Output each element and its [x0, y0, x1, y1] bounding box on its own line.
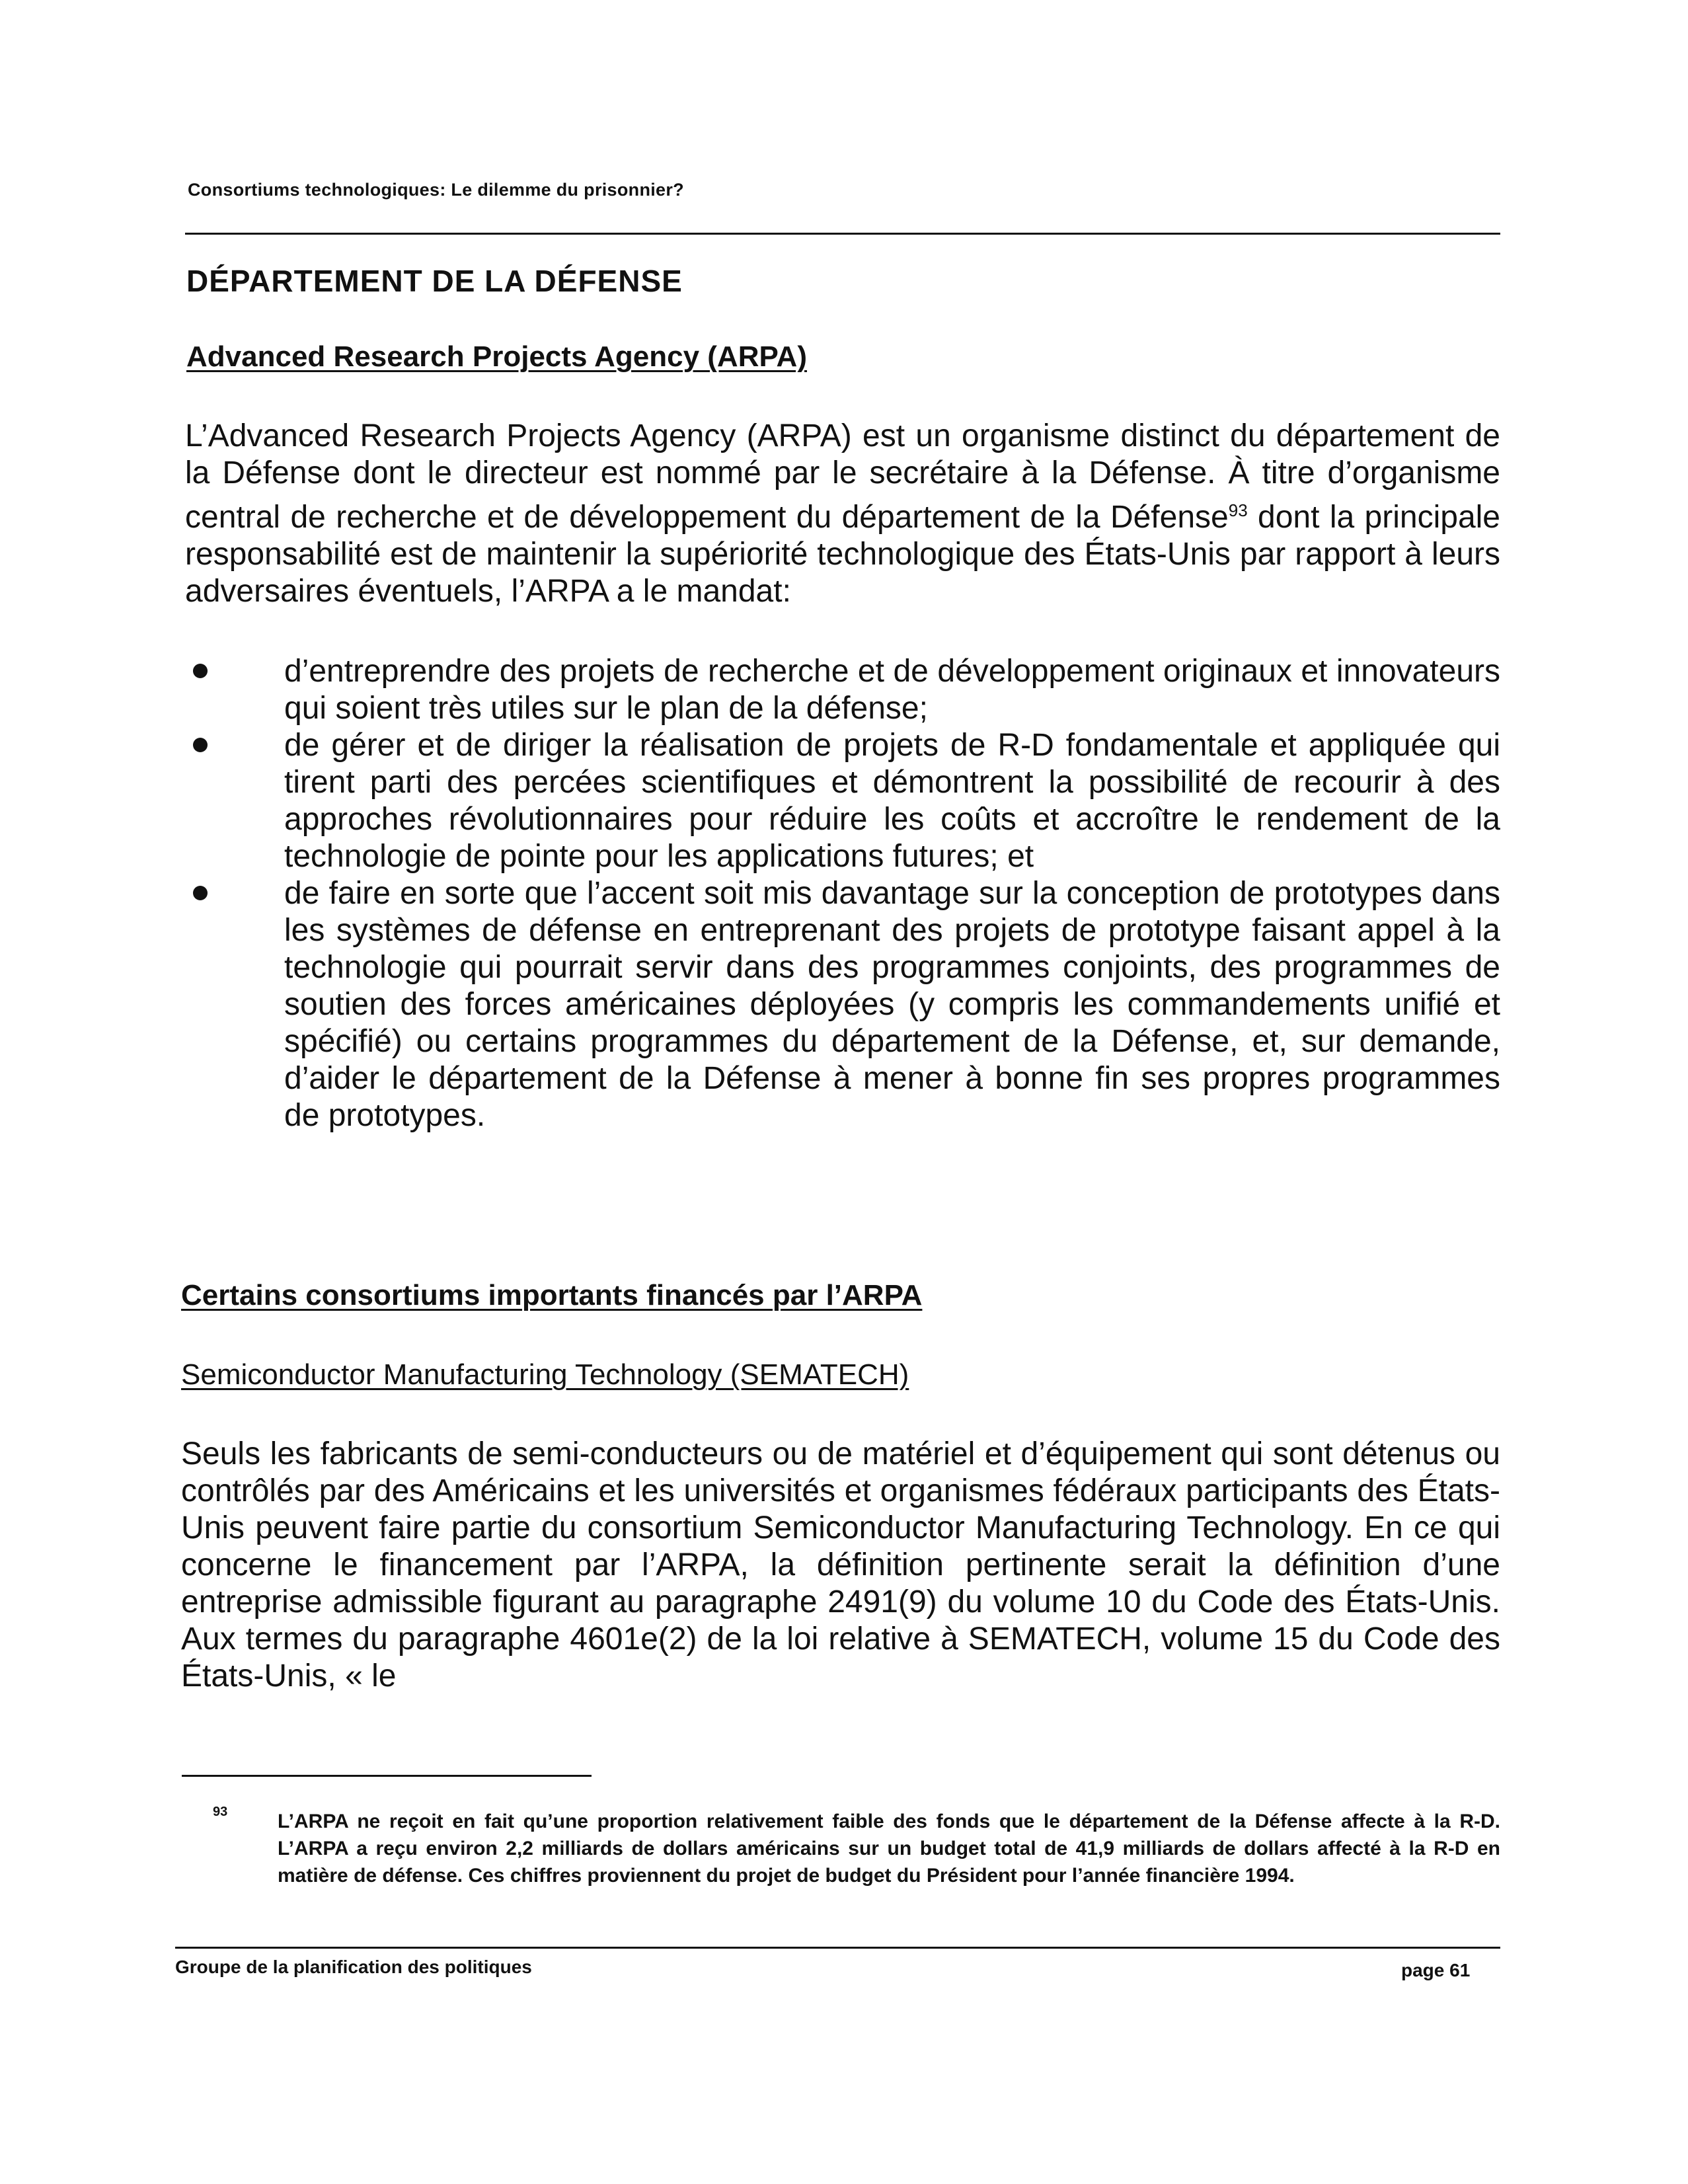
- list-item: [185, 727, 1500, 875]
- footnote-rule: [182, 1775, 592, 1777]
- footnote-mark: 93: [213, 1805, 228, 1819]
- list-item: [185, 653, 1500, 727]
- arpa-intro-text: L’Advanced Research Projects Agency (ARPA) est un organisme distinct du département de la Défense dont le directeur est nommé par le secrétaire à la Défense. À titre d’organisme central de recherche et de développement du département de la Défense: [185, 418, 1500, 535]
- bullet-icon: [193, 664, 208, 678]
- bullet-icon: [193, 886, 208, 900]
- header-rule: [185, 233, 1500, 235]
- running-header: Consortiums technologiques: Le dilemme du prisonnier?: [188, 180, 684, 200]
- page-number: page 61: [1401, 1960, 1471, 1980]
- footnote-reference[interactable]: 93: [1228, 500, 1248, 520]
- mandate-list: [185, 653, 1500, 1134]
- sematech-heading: Semiconductor Manufacturing Technology (SEMATECH): [181, 1358, 909, 1391]
- list-item-text: d’entreprendre des projets de recherche et de développement originaux et innovateurs qui soient très utiles sur le plan de la défense;: [284, 654, 1500, 726]
- bullet-icon: [193, 738, 208, 752]
- sematech-paragraph: Seuls les fabricants de semi-conducteurs ou de matériel et d’équipement qui sont détenus ou contrôlés par des Américains et les universités et organismes fédéraux participants des États-Unis peuvent faire partie du consortium Semiconductor Manufacturing Technology. En ce qui concerne le financement par l’ARPA, la définition pertinente serait la définition d’une entreprise admissible figurant au paragraphe 2491(9) du volume 10 du Code des États-Unis. Aux termes du paragraphe 4601e(2) de la loi relative à SEMATECH, volume 15 du Code des États-Unis, « le: [181, 1436, 1500, 1694]
- arpa-heading: Advanced Research Projects Agency (ARPA): [186, 340, 807, 373]
- arpa-intro-paragraph: [185, 418, 1500, 610]
- footer-organization: Groupe de la planification des politiques: [175, 1957, 532, 1977]
- arpa-intro-text-continued: dont la principale responsabilité est de maintenir la supériorité technologique des États-Unis par rapport à leurs adversaires éventuels, l’ARPA a le mandat:: [185, 500, 1501, 609]
- list-item-text: de gérer et de diriger la réalisation de projets de R-D fondamentale et appliquée qui tirent parti des percées scientifiques et démontrent la possibilité de recourir à des approches révolutionnaires pour réduire les coûts et accroître le rendement de la technologie de pointe pour les applications futures; et: [284, 728, 1500, 874]
- list-item-text: de faire en sorte que l’accent soit mis davantage sur la conception de prototypes dans les systèmes de défense en entreprenant des projets de prototype faisant appel à la technologie qui pourrait servir dans des programmes conjoints, des programmes de soutien des forces américaines déployées (y compris les commandements unifié et spécifié) ou certains programmes du département de la Défense, et, sur demande, d’aider le département de la Défense à mener à bonne fin ses propres programmes de prototypes.: [284, 876, 1500, 1133]
- footer-rule: [175, 1947, 1500, 1949]
- section-title: DÉPARTEMENT DE LA DÉFENSE: [186, 264, 683, 298]
- list-item: [185, 875, 1500, 1134]
- footnote-text: L’ARPA ne reçoit en fait qu’une proportion relativement faible des fonds que le département de la Défense affecte à la R-D. L’ARPA a reçu environ 2,2 milliards de dollars américains sur un budget total de 41,9 milliards de dollars affecté à la R-D en matière de défense. Ces chiffres proviennent du projet de budget du Président pour l’année financière 1994.: [278, 1811, 1500, 1887]
- consortia-heading: Certains consortiums importants financés par l’ARPA: [181, 1279, 923, 1311]
